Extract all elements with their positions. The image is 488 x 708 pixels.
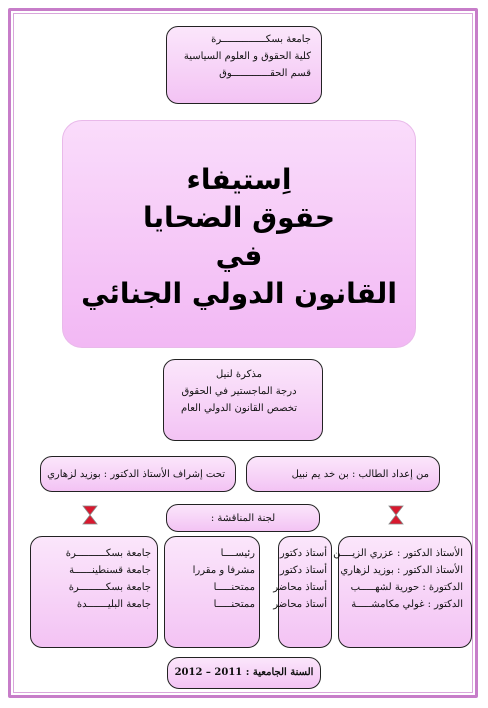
prepared-by-text: من إعداد الطالب : بن خد يم نبيل: [291, 469, 429, 480]
university-name: جامعة بسكـــــــــــــــرة: [211, 34, 311, 45]
jury-university: جامعة بسكــــــــــرة: [65, 548, 151, 559]
jury-name: الدكتورة : حورية لشهـــــب: [350, 582, 463, 593]
hourglass-icon: [388, 505, 404, 525]
jury-role: رئيســــا: [220, 548, 255, 559]
hourglass-icon: [82, 505, 98, 525]
supervisor-box: [40, 456, 236, 492]
jury-name: الأستاذ الدكتور : عزري الزيــــن: [333, 548, 463, 559]
title-line-2: حقوق الضحايا: [142, 201, 336, 234]
jury-grades-box: [273, 536, 332, 648]
jury-university: جامعة البليـــــــدة: [76, 599, 151, 610]
jury-grade: أستاذ دكتور: [279, 548, 327, 559]
jury-university: جامعة قسنطينــــــة: [69, 565, 151, 576]
jury-roles-box: [164, 536, 260, 648]
memo-line-3: تخصص القانون الدولي العام: [180, 403, 298, 414]
jury-grade: أستاذ محاضر: [273, 599, 327, 610]
title-box: [62, 120, 416, 348]
memo-box: [163, 359, 323, 441]
jury-title-box: [166, 504, 320, 532]
title-line-3: في: [215, 239, 263, 272]
jury-role: مشرفا و مقررا: [192, 565, 255, 576]
jury-role: ممتحنـــــا: [213, 582, 255, 593]
jury-names-box: [333, 536, 472, 648]
jury-grade: أستاذ محاضر: [273, 582, 327, 593]
memo-line-1: مذكرة لنيل: [216, 369, 262, 380]
jury-title: لجنة المناقشة :: [210, 513, 276, 524]
jury-grade: أستاذ دكتور: [279, 565, 327, 576]
academic-year-box: [167, 657, 321, 689]
title-line-4: القانون الدولي الجنائي: [81, 277, 397, 310]
jury-name: الدكتور : غولي مكامشـــــة: [351, 599, 463, 610]
title-line-1: اِستيفاء: [186, 163, 292, 196]
jury-name: الأستاذ الدكتور : بوزيد لزهاري: [340, 565, 463, 576]
university-box: [166, 26, 322, 104]
jury-role: ممتحنـــــا: [213, 599, 255, 610]
prepared-by-box: [246, 456, 440, 492]
jury-university: جامعة بسكـــــــــرة: [68, 582, 151, 593]
supervisor-text: تحت إشراف الأستاذ الدكتور : بوزيد لزهاري: [47, 469, 225, 480]
department-name: قسم الحقـــــــــــــوق: [219, 68, 311, 79]
memo-line-2: درجة الماجستير في الحقوق: [181, 386, 297, 397]
jury-universities-box: [30, 536, 158, 648]
faculty-name: كلية الحقوق و العلوم السياسية: [183, 51, 311, 62]
academic-year: السنة الجامعية : 2011 – 2012: [174, 667, 314, 678]
